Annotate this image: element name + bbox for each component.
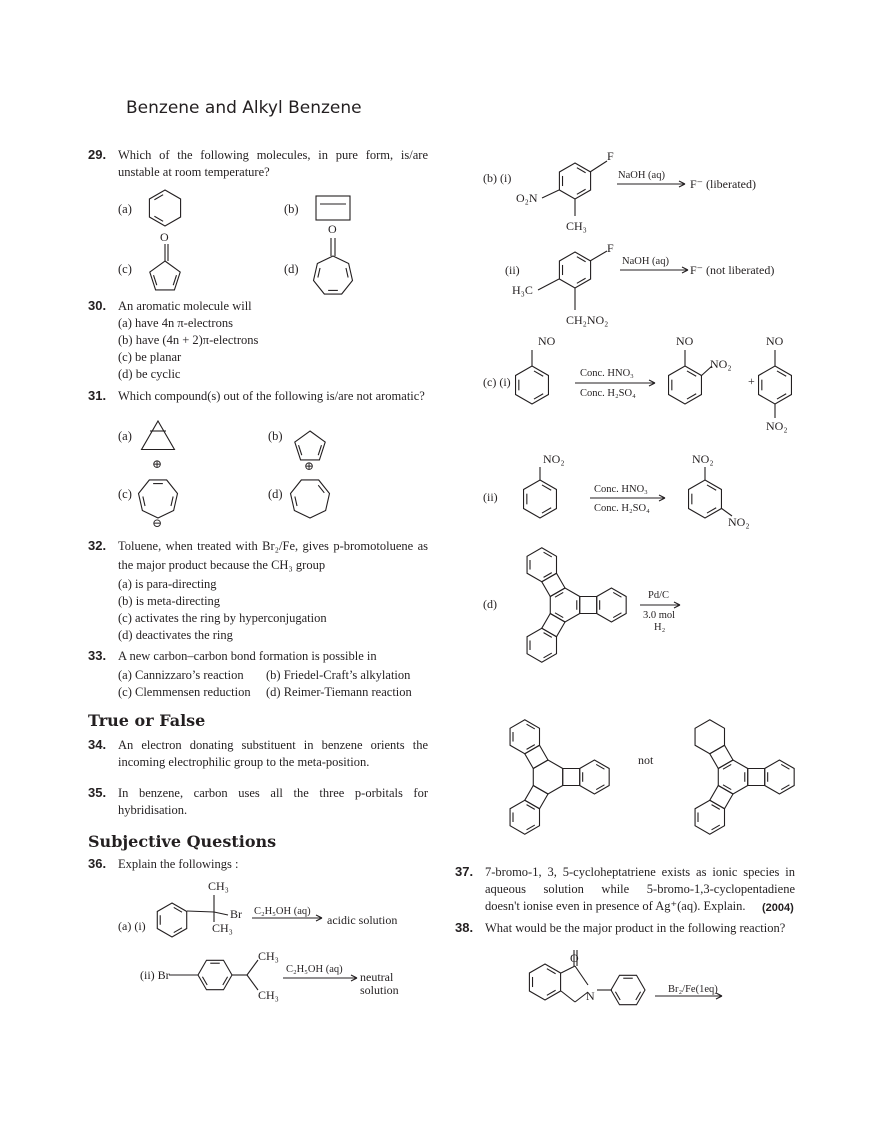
group-label: NO₂	[728, 515, 750, 529]
reagent-label: NaOH (aq)	[618, 170, 665, 181]
question-text: unstable at room temperature?	[118, 165, 270, 179]
option: (c) be planar	[118, 350, 182, 364]
bond-line	[721, 508, 732, 516]
group-label: CH₃	[566, 219, 587, 233]
cyclobutane-ring	[580, 597, 597, 614]
bond-line	[561, 966, 575, 973]
group-label: Br	[230, 907, 242, 921]
question-number: 37.	[455, 864, 474, 879]
question-number: 38.	[455, 920, 474, 935]
benzene-ring	[597, 588, 626, 622]
bond-line	[575, 966, 588, 985]
option-label: (a)	[118, 429, 132, 443]
option-label: (b)	[284, 202, 299, 216]
benzene-ring	[580, 760, 609, 794]
question-number: 29.	[88, 147, 107, 162]
option: (d) be cyclic	[118, 367, 181, 381]
question-number: 33.	[88, 648, 107, 663]
bond-line	[590, 251, 607, 261]
exam-year: (2004)	[762, 902, 794, 914]
question-text: doesn't ionise even in presence of Ag⁺(aq). Explain.	[485, 899, 746, 913]
option-label: (c)	[118, 262, 132, 276]
not-label: not	[638, 753, 654, 767]
question-number: 36.	[88, 856, 107, 871]
cyclopentadienyl-ring	[295, 431, 325, 460]
group-label: CH₂NO₂	[566, 313, 609, 327]
question-text: aqueous solution while 5-bromo-1,3-cyclopentadiene	[485, 882, 795, 896]
benzene-ring	[695, 720, 724, 754]
bond-line	[214, 912, 228, 915]
bond-line	[187, 911, 214, 912]
section-title: Benzene and Alkyl Benzene	[126, 98, 362, 118]
benzene-ring	[529, 964, 560, 1000]
group-label: NO₂	[692, 452, 714, 466]
part-label: (ii)	[483, 490, 498, 504]
cyclobutane-ring	[563, 769, 580, 786]
question-text: An aromatic molecule will	[118, 299, 252, 313]
question-text: What would be the major product in the following reaction?	[485, 921, 786, 935]
benzene-ring	[695, 800, 724, 834]
benzene-ring	[559, 252, 590, 288]
option: (c) activates the ring by hyperconjugation	[118, 611, 327, 625]
group-label: CH₃	[258, 988, 279, 1002]
option: (b) Friedel-Craft’s alkylation	[266, 668, 411, 682]
question-text: Toluene, when treated with Br₂/Fe, gives p-bromotoluene as	[118, 539, 428, 553]
question-number: 35.	[88, 785, 107, 800]
part-label: (a) (i)	[118, 919, 146, 933]
cyclohexadiene-ring	[149, 190, 180, 226]
group-label: NO	[538, 334, 556, 348]
group-label: NO₂	[543, 452, 565, 466]
tropone-ring	[314, 256, 353, 294]
nitrogen-label: N	[586, 989, 595, 1003]
benzene-ring	[510, 800, 539, 834]
group-label: NO	[766, 334, 784, 348]
part-label: (b) (i)	[483, 171, 512, 185]
benzene-ring	[516, 366, 549, 404]
option-label: (c)	[118, 487, 132, 501]
benzene-ring	[198, 960, 232, 989]
reagent-label: H₂	[654, 622, 666, 633]
cyclopropenyl-ring	[142, 421, 175, 450]
bond-line	[247, 975, 258, 990]
group-label: F	[607, 149, 614, 163]
part-label: (ii)	[505, 263, 520, 277]
question-number: 31.	[88, 388, 107, 403]
double-bond-line	[346, 268, 348, 277]
option: (b) is meta-directing	[118, 594, 221, 608]
bond-line	[701, 366, 712, 376]
phenyl-ring	[611, 975, 645, 1004]
question-number: 32.	[88, 538, 107, 553]
option-label: (d)	[268, 487, 283, 501]
bond-line	[542, 190, 559, 198]
question-text: Which of the following molecules, in pure form, is/are	[118, 148, 428, 162]
group-label: NO	[676, 334, 694, 348]
option-label: (d)	[284, 262, 299, 276]
group-label: CH₃	[212, 921, 233, 935]
bond-line	[561, 991, 575, 1002]
reagent-label: 3.0 mol	[643, 610, 676, 621]
question-text: incoming electrophilic group to the meta-position.	[118, 755, 370, 769]
group-label: NO₂	[710, 357, 732, 371]
positive-charge-icon: ⊕	[152, 457, 163, 471]
question-number: 30.	[88, 298, 107, 313]
product-label: F⁻ (liberated)	[690, 177, 756, 191]
cyclobutane-ring	[748, 769, 765, 786]
product-label: neutral	[360, 970, 394, 984]
bond-line	[590, 161, 607, 172]
benzene-ring	[527, 628, 556, 662]
double-bond-line	[171, 496, 173, 505]
bond-line	[247, 960, 258, 975]
negative-charge-icon: ⊖	[152, 516, 163, 530]
reagent-label: Conc. H₂SO₄	[594, 503, 650, 514]
benzene-ring	[510, 720, 539, 754]
part-label: (d)	[483, 597, 497, 611]
question-text: hybridisation.	[118, 803, 188, 817]
product-label: F⁻ (not liberated)	[690, 263, 775, 277]
reagent-label: NaOH (aq)	[622, 256, 669, 267]
reagent-label: Br₂/Fe(1eq)	[668, 984, 718, 995]
positive-charge-icon: ⊕	[304, 459, 315, 473]
option: (d) Reimer-Tiemann reaction	[266, 685, 412, 699]
bond-line	[538, 279, 559, 290]
option: (d) deactivates the ring	[118, 628, 233, 642]
cycloheptatriene-ring	[291, 480, 330, 518]
question-text: A new carbon–carbon bond formation is possible in	[118, 649, 377, 663]
cyclobutadiene-ring	[316, 196, 350, 220]
double-bond-line	[318, 268, 320, 277]
part-label: (ii) Br	[140, 968, 170, 982]
plus-sign: +	[748, 374, 755, 388]
reagent-label: Conc. HNO₃	[594, 484, 648, 495]
benzene-ring	[559, 163, 590, 199]
oxygen-label: O	[328, 222, 337, 236]
question-text: In benzene, carbon uses all the three p-orbitals for	[118, 786, 428, 800]
trisbenzo-central-ring	[550, 588, 579, 622]
benzene-ring	[527, 548, 556, 582]
option: (b) have (4n + 2)π-electrons	[118, 333, 259, 347]
question-number: 34.	[88, 737, 107, 752]
group-label: CH₃	[258, 949, 279, 963]
benzene-ring	[765, 760, 794, 794]
question-text: 7-bromo-1, 3, 5-cycloheptatriene exists as ionic species in	[485, 865, 795, 879]
oxygen-label: O	[160, 230, 169, 244]
reagent-label: Conc. H₂SO₄	[580, 388, 636, 399]
option: (a) is para-directing	[118, 577, 217, 591]
option-label: (a)	[118, 202, 132, 216]
cycloheptatrienyl-ring	[139, 480, 178, 518]
product-a-central-ring	[533, 760, 562, 794]
benzene-ring	[759, 366, 792, 404]
product-label: solution	[360, 983, 399, 997]
group-label: O₂N	[516, 191, 538, 205]
question-text: Which compound(s) out of the following is/are not aromatic?	[118, 389, 425, 403]
reagent-label: Conc. HNO₃	[580, 368, 634, 379]
double-bond-line	[295, 496, 297, 505]
oxygen-label: O	[570, 951, 579, 965]
section-heading: Subjective Questions	[88, 832, 277, 851]
part-label: (c) (i)	[483, 375, 511, 389]
option: (a) have 4n π-electrons	[118, 316, 233, 330]
reagent-label: Pd/C	[648, 590, 670, 601]
product-b-central-ring	[718, 760, 747, 794]
option-label: (b)	[268, 429, 283, 443]
section-heading: True or False	[88, 711, 206, 730]
benzene-ring	[524, 480, 557, 518]
question-text: An electron donating substituent in benzene orients the	[118, 738, 428, 752]
option: (a) Cannizzaro’s reaction	[118, 668, 244, 682]
question-text: Explain the followings :	[118, 857, 239, 871]
product-label: acidic solution	[327, 913, 398, 927]
benzene-ring	[669, 366, 702, 404]
benzene-ring	[689, 480, 722, 518]
reagent-label: C₂H₅OH (aq)	[254, 906, 311, 917]
group-label: F	[607, 241, 614, 255]
cyclopentadienone-ring	[150, 261, 180, 290]
double-bond-line	[143, 496, 145, 505]
reagent-label: C₂H₅OH (aq)	[286, 964, 343, 975]
option: (c) Clemmensen reduction	[118, 685, 251, 699]
group-label: H₃C	[512, 283, 533, 297]
question-text: the major product because the CH₃ group	[118, 558, 326, 572]
group-label: CH₃	[208, 879, 229, 893]
benzene-ring	[157, 903, 186, 937]
group-label: NO₂	[766, 419, 788, 433]
